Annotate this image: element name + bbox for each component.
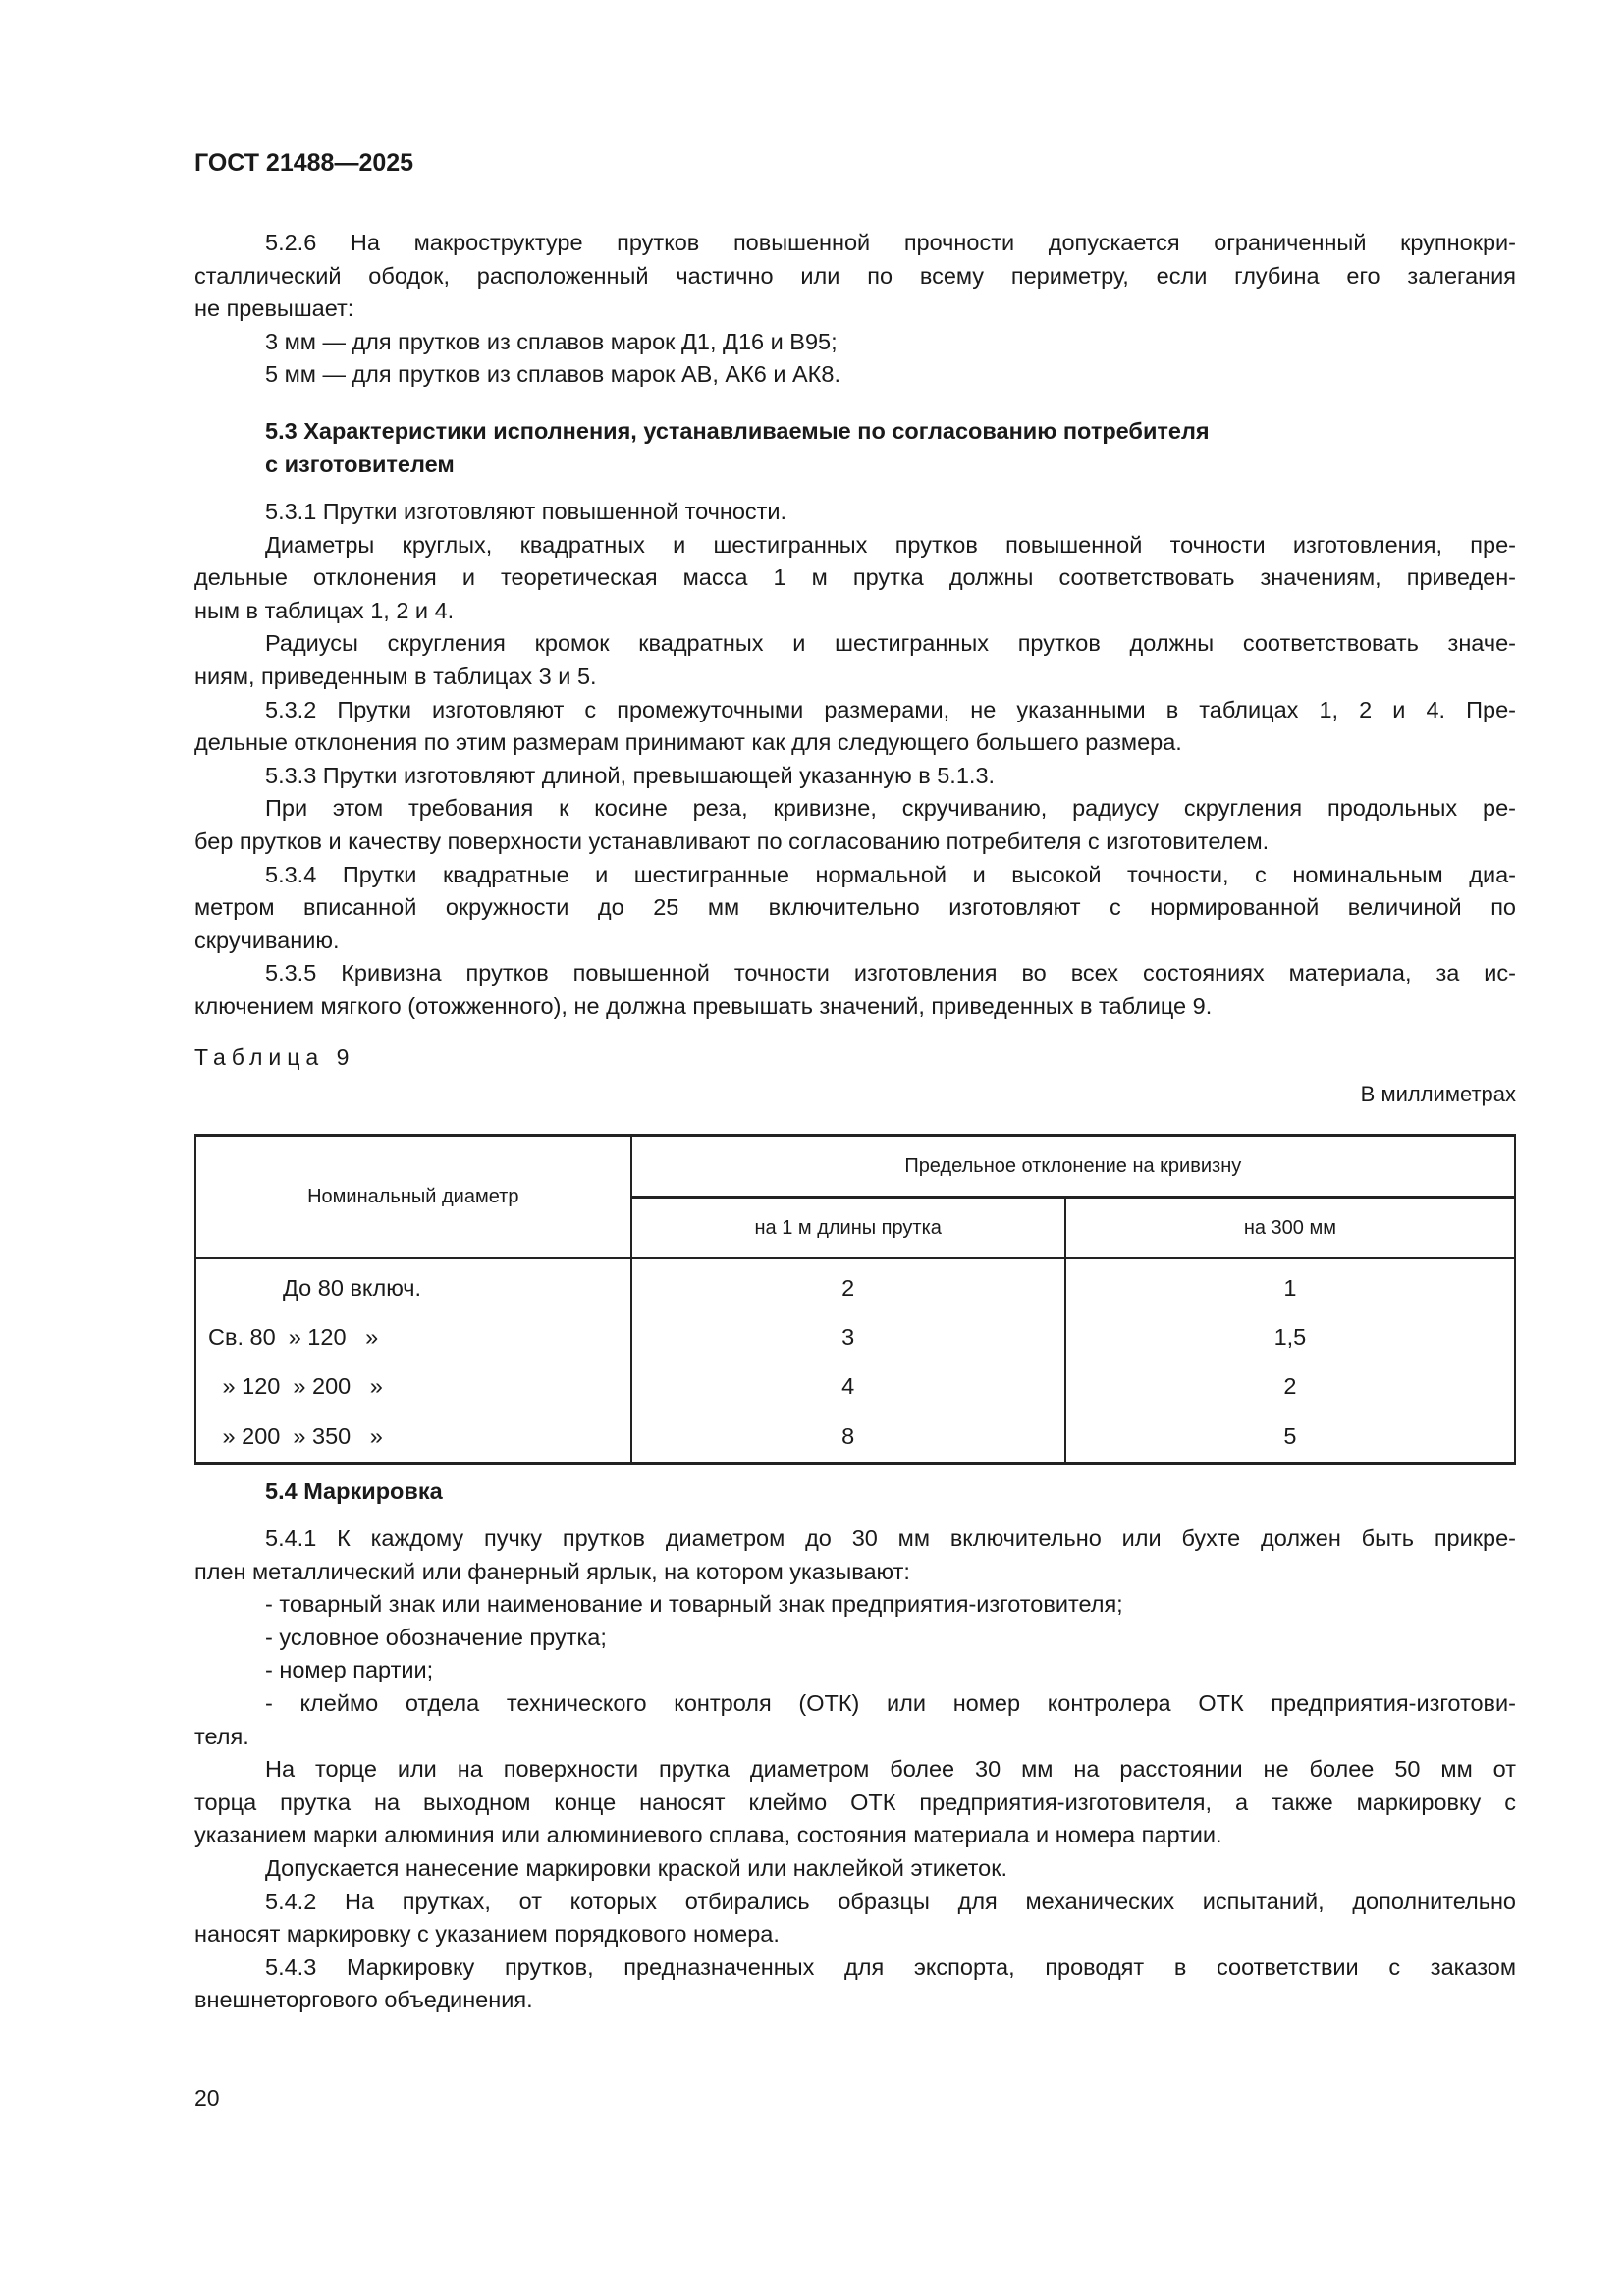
paragraph-line: 5.3.3 Прутки изготовляют длиной, превышающей указанную в 5.1.3. xyxy=(265,762,996,788)
section-5-3-body xyxy=(194,496,1516,1024)
paragraph-line: ниям, приведенным в таблицах 3 и 5. xyxy=(194,663,597,689)
paragraph-line: дельные отклонения и теоретическая масса 1 м прутка должны соответствовать значениям, приведен- xyxy=(194,564,1516,591)
paragraph-line: 5.4.1 К каждому пучку прутков диаметром до 30 мм включительно или бухте должен быть прикре- xyxy=(265,1525,1516,1551)
cell-per-300mm: 5 xyxy=(1065,1411,1515,1464)
paragraph xyxy=(194,227,1516,326)
paragraph-line: скручиванию. xyxy=(194,927,340,953)
paragraph xyxy=(194,1852,1516,1886)
paragraph xyxy=(194,957,1516,1023)
cell-diameter: » 200 » 350 » xyxy=(195,1411,631,1464)
table-units: В миллиметрах xyxy=(1360,1082,1516,1106)
paragraph-line: 5.4.2 На прутках, от которых отбирались образцы для механических испытаний, дополнительно xyxy=(265,1888,1516,1914)
cell-per-300mm: 1,5 xyxy=(1065,1312,1515,1362)
paragraph xyxy=(194,1687,1516,1753)
paragraph-line: дельные отклонения по этим размерам принимают как для следующего большего размера. xyxy=(194,729,1182,756)
paragraph xyxy=(194,529,1516,628)
cell-per-1m: 3 xyxy=(631,1312,1065,1362)
paragraph-line: 5 мм — для прутков из сплавов марок АВ, АК6 и АК8. xyxy=(265,361,840,388)
col-header-nominal-diameter: Номинальный диаметр xyxy=(195,1136,631,1259)
paragraph xyxy=(194,1753,1516,1852)
cell-diameter: » 120 » 200 » xyxy=(195,1362,631,1411)
paragraph xyxy=(194,760,1516,793)
paragraph-line: 5.2.6 На макроструктуре прутков повышенной прочности допускается ограниченный крупнокри- xyxy=(265,230,1516,255)
paragraph-line: Допускается нанесение маркировки краской или наклейкой этикеток. xyxy=(265,1854,1008,1881)
paragraph-line: На торце или на поверхности прутка диаметром более 30 мм на расстоянии не более 50 мм от xyxy=(265,1756,1516,1783)
paragraph xyxy=(194,1622,1516,1655)
paragraph xyxy=(194,1886,1516,1951)
paragraph-line: указанием марки алюминия или алюминиевого сплава, состояния материала и номера партии. xyxy=(194,1822,1222,1848)
paragraph-line: - товарный знак или наименование и товарный знак предприятия-изготовителя; xyxy=(265,1591,1123,1618)
paragraph-line: торца прутка на выходном конце наносят клеймо ОТК предприятия-изготовителя, а также маркировку с xyxy=(194,1789,1516,1815)
cell-per-1m: 8 xyxy=(631,1411,1065,1464)
paragraph xyxy=(194,792,1516,858)
paragraph-line: бер прутков и качеству поверхности устанавливают по согласованию потребителя с изготовителем. xyxy=(194,828,1270,854)
cell-per-1m: 2 xyxy=(631,1263,1065,1312)
heading-5-3 xyxy=(194,415,1516,481)
table-row xyxy=(195,1411,1515,1464)
paragraph xyxy=(194,358,1516,392)
col-header-curvature-group: Предельное отклонение на кривизну xyxy=(631,1136,1515,1198)
paragraph-line: - клеймо отдела технического контроля (ОТК) или номер контролера ОТК предприятия-изготови- xyxy=(265,1689,1516,1716)
paragraph-line: сталлический ободок, расположенный частично или по всему периметру, если глубина его залегания xyxy=(194,262,1516,289)
table-9 xyxy=(194,1134,1516,1465)
paragraph-line: 5.3.1 Прутки изготовляют повышенной точности. xyxy=(265,499,787,524)
table-row xyxy=(195,1312,1515,1362)
paragraph-line: 3 мм — для прутков из сплавов марок Д1, Д16 и В95; xyxy=(265,328,838,354)
paragraph-line: При этом требования к косине реза, кривизне, скручиванию, радиусу скругления продольных ре- xyxy=(265,795,1516,822)
col-header-per-1m: на 1 м длины прутка xyxy=(631,1198,1065,1259)
page-number: 20 xyxy=(194,2085,220,2110)
paragraph xyxy=(194,694,1516,760)
heading-line: 5.3 Характеристики исполнения, устанавливаемые по согласованию потребителя xyxy=(265,418,1210,444)
paragraph-line: - условное обозначение прутка; xyxy=(265,1624,607,1650)
paragraph xyxy=(194,1654,1516,1687)
paragraph-line: не превышает: xyxy=(194,295,354,322)
paragraph-line: 5.3.5 Кривизна прутков повышенной точности изготовления во всех состояниях материала, за ис- xyxy=(265,960,1516,987)
paragraph xyxy=(194,1588,1516,1622)
cell-per-300mm: 1 xyxy=(1065,1263,1515,1312)
paragraph-line: - номер партии; xyxy=(265,1657,434,1683)
cell-per-300mm: 2 xyxy=(1065,1362,1515,1411)
cell-diameter: До 80 включ. xyxy=(195,1263,631,1312)
paragraph-line: теля. xyxy=(194,1723,249,1749)
paragraph xyxy=(194,496,1516,529)
paragraph-line: метром вписанной окружности до 25 мм включительно изготовляют с нормированной величиной по xyxy=(194,894,1516,921)
paragraph-line: ключением мягкого (отожженного), не должна превышать значений, приведенных в таблице 9. xyxy=(194,992,1213,1019)
paragraph xyxy=(194,1522,1516,1588)
heading-line: с изготовителем xyxy=(265,451,455,477)
paragraph-line: Диаметры круглых, квадратных и шестигранных прутков повышенной точности изготовления, пре- xyxy=(265,531,1516,558)
paragraph xyxy=(194,326,1516,359)
paragraph-line: наносят маркировку с указанием порядкового номера. xyxy=(194,1921,780,1948)
cell-diameter: Св. 80 » 120 » xyxy=(195,1312,631,1362)
paragraph-line: 5.4.3 Маркировку прутков, предназначенных для экспорта, проводят в соответствии с заказом xyxy=(265,1953,1516,1980)
paragraph-line: внешнеторгового объединения. xyxy=(194,1987,533,2013)
paragraph-line: плен металлический или фанерный ярлык, на котором указывают: xyxy=(194,1558,910,1584)
paragraph xyxy=(194,859,1516,958)
paragraph xyxy=(194,1951,1516,2017)
table-caption: Таблица 9 xyxy=(194,1044,355,1070)
heading-line: 5.4 Маркировка xyxy=(265,1478,443,1504)
paragraph-line: ным в таблицах 1, 2 и 4. xyxy=(194,597,455,623)
paragraph xyxy=(194,627,1516,693)
paragraph-line: Радиусы скругления кромок квадратных и шестигранных прутков должны соответствовать значе- xyxy=(265,630,1516,657)
section-5-4-body xyxy=(194,1522,1516,2017)
document-header: ГОСТ 21488—2025 xyxy=(194,149,414,177)
table-row xyxy=(195,1263,1515,1312)
col-header-per-300mm: на 300 мм xyxy=(1065,1198,1515,1259)
table-row xyxy=(195,1362,1515,1411)
heading-5-4 xyxy=(194,1475,1516,1509)
cell-per-1m: 4 xyxy=(631,1362,1065,1411)
paragraph-line: 5.3.2 Прутки изготовляют с промежуточными размерами, не указанными в таблицах 1, 2 и 4. Пре- xyxy=(265,696,1516,722)
section-5-2-6 xyxy=(194,227,1516,392)
paragraph-line: 5.3.4 Прутки квадратные и шестигранные нормальной и высокой точности, с номинальным диа- xyxy=(265,861,1516,887)
